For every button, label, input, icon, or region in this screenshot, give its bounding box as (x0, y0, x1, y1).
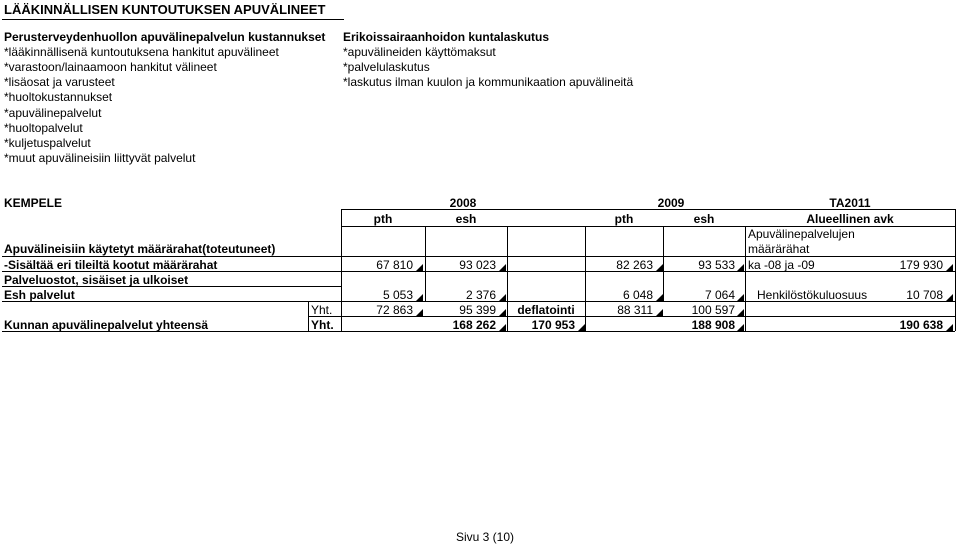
right-item: *palvelulaskutus (343, 60, 430, 74)
col-regional-avg: Alueellinen avk (806, 212, 894, 226)
right-item: *apuvälineiden käyttömaksut (343, 45, 496, 59)
cell-marker-icon (416, 264, 423, 271)
grid-line (2, 256, 955, 257)
cell-marker-icon (737, 324, 744, 331)
grid-line (341, 226, 955, 227)
cell-marker-icon (499, 294, 506, 301)
cell-marker-icon (416, 294, 423, 301)
cell-value: 88 311 (617, 303, 653, 317)
cell-marker-icon (656, 264, 663, 271)
grid-line (308, 301, 309, 331)
cell-marker-icon (946, 264, 953, 271)
row-used-label: Apuvälineisiin käytetyt määrärahat(toteutuneet) (4, 242, 276, 256)
cell-marker-icon (946, 324, 953, 331)
left-item: *kuljetuspalvelut (4, 136, 91, 150)
cell-marker-icon (656, 309, 663, 316)
row-included-label: -Sisältää eri tileiltä kootut määrärahat (4, 258, 218, 272)
grid-line (663, 226, 664, 301)
cell-value: 7 064 (704, 288, 735, 302)
grid-line (425, 226, 426, 301)
grid-line (341, 209, 342, 331)
grid-line (2, 286, 341, 287)
grid-line (507, 226, 508, 331)
cell-value: 10 708 (906, 288, 943, 302)
cell-marker-icon (656, 294, 663, 301)
cell-value: 188 908 (691, 318, 735, 332)
cell-marker-icon (416, 309, 423, 316)
cell-value: 67 810 (376, 258, 413, 272)
cell-value: 72 863 (376, 303, 413, 317)
col-pth-2009: pth (614, 212, 634, 226)
grid-line (341, 209, 955, 210)
cell-value: 93 023 (459, 258, 496, 272)
cell-marker-icon (499, 264, 506, 271)
title-underline (2, 19, 344, 20)
cell-value: 100 597 (691, 303, 735, 317)
cell-value: 190 638 (899, 318, 943, 332)
ta2011-label: TA2011 (829, 196, 871, 210)
cell-value: 93 533 (698, 258, 735, 272)
year-2008: 2008 (449, 196, 477, 210)
cell-value: 82 263 (616, 258, 653, 272)
cell-value: 5 053 (382, 288, 413, 302)
regional-desc-line3: ka -08 ja -09 (748, 258, 815, 272)
municipality-label: KEMPELE (4, 196, 63, 210)
grid-line (585, 226, 586, 331)
deflation-label: deflatointi (517, 303, 575, 317)
row-total-label: Yht. (311, 303, 333, 317)
page-title: LÄÄKINNÄLLISEN KUNTOUTUKSEN APUVÄLINEET (4, 2, 326, 17)
grid-line (745, 226, 746, 331)
cell-marker-icon (737, 309, 744, 316)
staff-share-label: Henkilöstökuluosuus (757, 288, 868, 302)
grid-line (2, 301, 955, 302)
grid-line (308, 316, 955, 317)
grid-line (2, 271, 955, 272)
row-purchases-label: Palveluostot, sisäiset ja ulkoiset (4, 273, 189, 287)
regional-desc-line2: määrärähat (748, 242, 810, 256)
col-esh-2009: esh (693, 212, 715, 226)
cell-marker-icon (737, 294, 744, 301)
cell-value: 6 048 (622, 288, 653, 302)
left-item: *apuvälinepalvelut (4, 106, 102, 120)
cell-value: 95 399 (459, 303, 496, 317)
cell-marker-icon (946, 294, 953, 301)
left-item: *varastoon/lainaamoon hankitut välineet (4, 60, 217, 74)
grid-line (955, 209, 956, 331)
left-item: *lääkinnällisenä kuntoutuksena hankitut apuvälineet (4, 45, 279, 59)
right-item: *laskutus ilman kuulon ja kommunikaation apuvälineitä (343, 75, 634, 89)
row-esh-label: Esh palvelut (4, 288, 75, 302)
page-number: Sivu 3 (10) (455, 530, 515, 544)
grid-line (2, 331, 955, 332)
left-section-heading: Perusterveydenhuollon apuvälinepalvelun kustannukset (4, 30, 326, 44)
cell-value: 168 262 (452, 318, 496, 332)
right-section-heading: Erikoissairaanhoidon kuntalaskutus (343, 30, 550, 44)
col-pth-2008: pth (373, 212, 393, 226)
row-grand-yht: Yht. (311, 318, 334, 332)
cell-marker-icon (499, 324, 506, 331)
cell-value: 179 930 (899, 258, 943, 272)
cell-marker-icon (499, 309, 506, 316)
year-2009: 2009 (657, 196, 685, 210)
row-grand-label: Kunnan apuvälinepalvelut yhteensä (4, 318, 209, 332)
left-item: *muut apuvälineisiin liittyvät palvelut (4, 151, 196, 165)
left-item: *lisäosat ja varusteet (4, 75, 115, 89)
cell-value: 2 376 (465, 288, 496, 302)
left-item: *huoltokustannukset (4, 90, 113, 104)
cell-marker-icon (737, 264, 744, 271)
left-item: *huoltopalvelut (4, 121, 83, 135)
cell-marker-icon (578, 324, 585, 331)
regional-desc-line1: Apuvälinepalvelujen (748, 227, 855, 241)
cell-value: 170 953 (531, 318, 575, 332)
col-esh-2008: esh (455, 212, 477, 226)
